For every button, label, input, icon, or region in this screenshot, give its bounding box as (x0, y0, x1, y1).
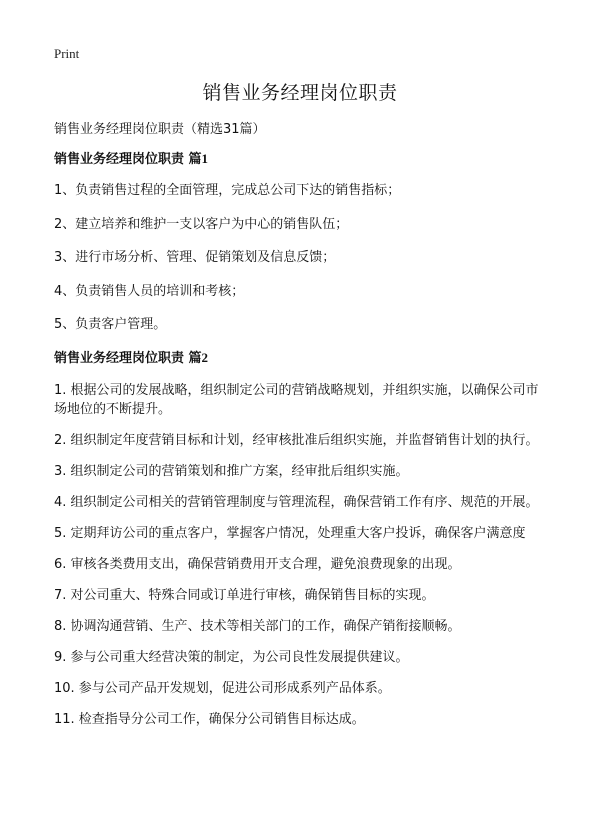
section-1 (54, 150, 548, 334)
list-item: 5、负责客户管理。 (54, 317, 167, 332)
section-heading-text: 销售业务经理岗位职责 篇 (54, 350, 202, 366)
section-heading-text: 销售业务经理岗位职责 篇 (54, 152, 202, 167)
print-label: Print (54, 46, 80, 61)
list-item: 11. 检查指导分公司工作，确保分公司销售目标达成。 (54, 711, 365, 727)
list-item: 10. 参与公司产品开发规划，促进公司形成系列产品体系。 (54, 680, 391, 696)
list-item: 2. 组织制定年度营销目标和计划，经审核批准后组织实施，并监督销售计划的执行。 (54, 432, 539, 448)
section-heading-number: 1 (201, 151, 209, 166)
section-2 (54, 349, 548, 729)
list-item: 3、进行市场分析、管理、促销策划及信息反馈； (54, 250, 336, 265)
document-subtitle: 销售业务经理岗位职责（精选31篇） (54, 122, 266, 137)
section-heading (54, 349, 548, 368)
list-item: 4. 组织制定公司相关的营销管理制度与管理流程，确保营销工作有序、规范的开展。 (54, 494, 539, 510)
list-item: 1. 根据公司的发展战略，组织制定公司的营销战略规划，并组织实施，以确保公司市场地位的不断提升。 (54, 382, 539, 417)
list-item: 5. 定期拜访公司的重点客户，掌握客户情况，处理重大客户投诉，确保客户满意度 (54, 525, 526, 541)
section-heading (54, 150, 548, 169)
list-item: 3. 组织制定公司的营销策划和推广方案，经审批后组织实施。 (54, 463, 409, 479)
list-item: 7. 对公司重大、特殊合同或订单进行审核，确保销售目标的实现。 (54, 587, 435, 603)
document-body (54, 150, 548, 741)
list-item: 4、负责销售人员的培训和考核； (54, 283, 245, 299)
list-item: 2、建立培养和维护一支以客户为中心的销售队伍； (54, 216, 349, 232)
section-heading-number: 2 (201, 349, 209, 365)
list-item: 1、负责销售过程的全面管理，完成总公司下达的销售指标； (54, 183, 401, 198)
list-item: 9. 参与公司重大经营决策的制定，为公司良性发展提供建议。 (54, 649, 409, 665)
list-item: 8. 协调沟通营销、生产、技术等相关部门的工作，确保产销衔接顺畅。 (54, 618, 461, 634)
list-item: 6. 审核各类费用支出，确保营销费用开支合理，避免浪费现象的出现。 (54, 556, 461, 572)
document-title: 销售业务经理岗位职责 (202, 82, 398, 104)
